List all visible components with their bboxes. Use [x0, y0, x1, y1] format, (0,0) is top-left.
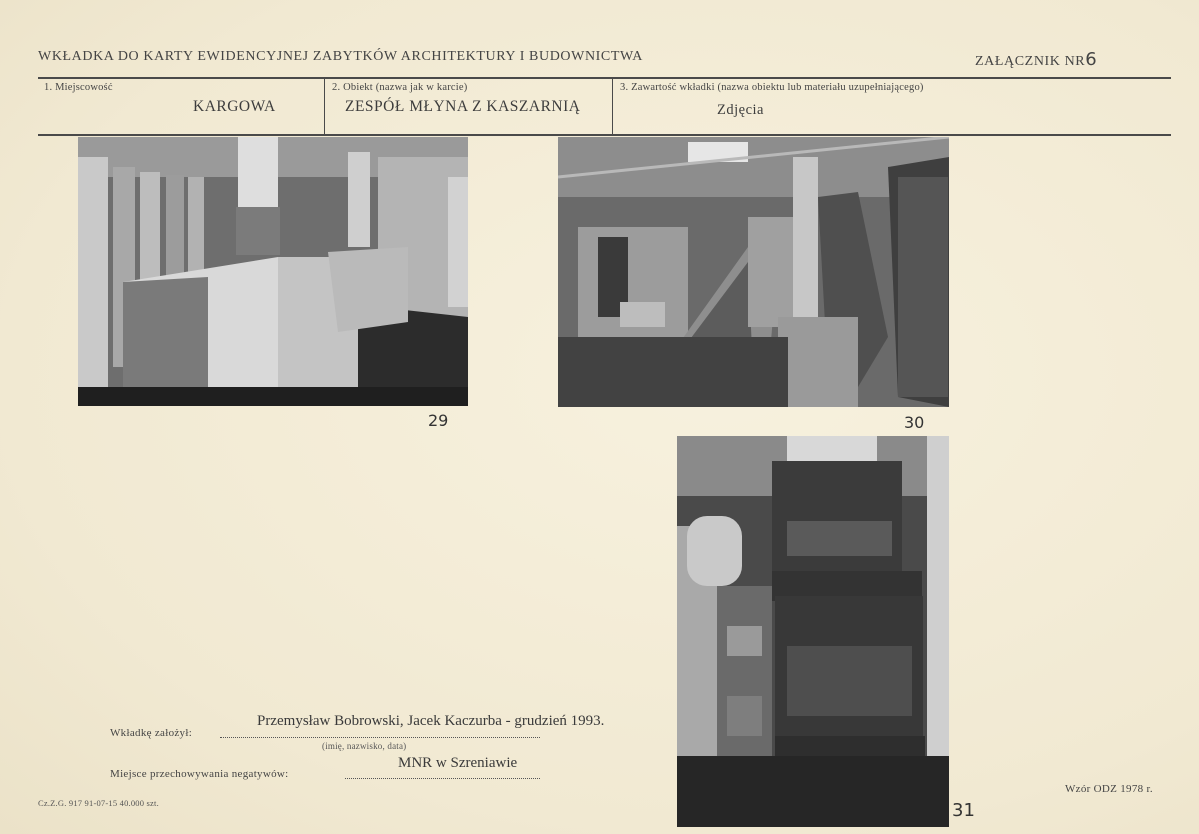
storage-dotted-line: [345, 778, 540, 779]
field-divider-2: [612, 79, 613, 135]
attachment-number: [975, 49, 1097, 70]
author-label: Wkładkę założył:: [110, 727, 193, 739]
photo-31: [677, 436, 949, 827]
photo-30: [558, 137, 949, 407]
author-hint: (imię, nazwisko, data): [322, 741, 407, 751]
form-model: Wzór ODZ 1978 r.: [1065, 783, 1153, 795]
storage-value: MNR w Szreniawie: [398, 755, 518, 771]
sheet-title: WKŁADKA DO KARTY EWIDENCYJNEJ ZABYTKÓW ARCHITEKTURY I BUDOWNICTWA: [38, 49, 643, 64]
locality-label: 1. Miejscowość: [44, 82, 113, 93]
object-label: 2. Obiekt (nazwa jak w karcie): [332, 82, 468, 93]
storage-label: Miejsce przechowywania negatywów:: [110, 768, 289, 780]
object-value: ZESPÓŁ MŁYNA Z KASZARNIĄ: [345, 98, 581, 115]
print-info: Cz.Z.G. 917 91-07-15 40.000 szt.: [38, 798, 159, 808]
photo-29: [78, 137, 468, 406]
header-bottom-rule: [38, 134, 1171, 136]
header-top-rule: [38, 77, 1171, 79]
attachment-number-value: 6: [1085, 49, 1098, 70]
attachment-label: ZAŁĄCZNIK NR: [975, 54, 1086, 69]
author-dotted-line: [220, 737, 540, 738]
field-divider-1: [324, 79, 325, 135]
author-value: Przemysław Bobrowski, Jacek Kaczurba - grudzień 1993.: [257, 713, 605, 729]
content-value: Zdjęcia: [717, 102, 764, 118]
content-label: 3. Zawartość wkładki (nazwa obiektu lub materiału uzupełniającego): [620, 82, 924, 93]
photo-29-number: 29: [428, 411, 449, 430]
photo-30-number: 30: [904, 413, 925, 432]
photo-31-number: 31: [952, 800, 975, 821]
locality-value: KARGOWA: [193, 98, 276, 115]
